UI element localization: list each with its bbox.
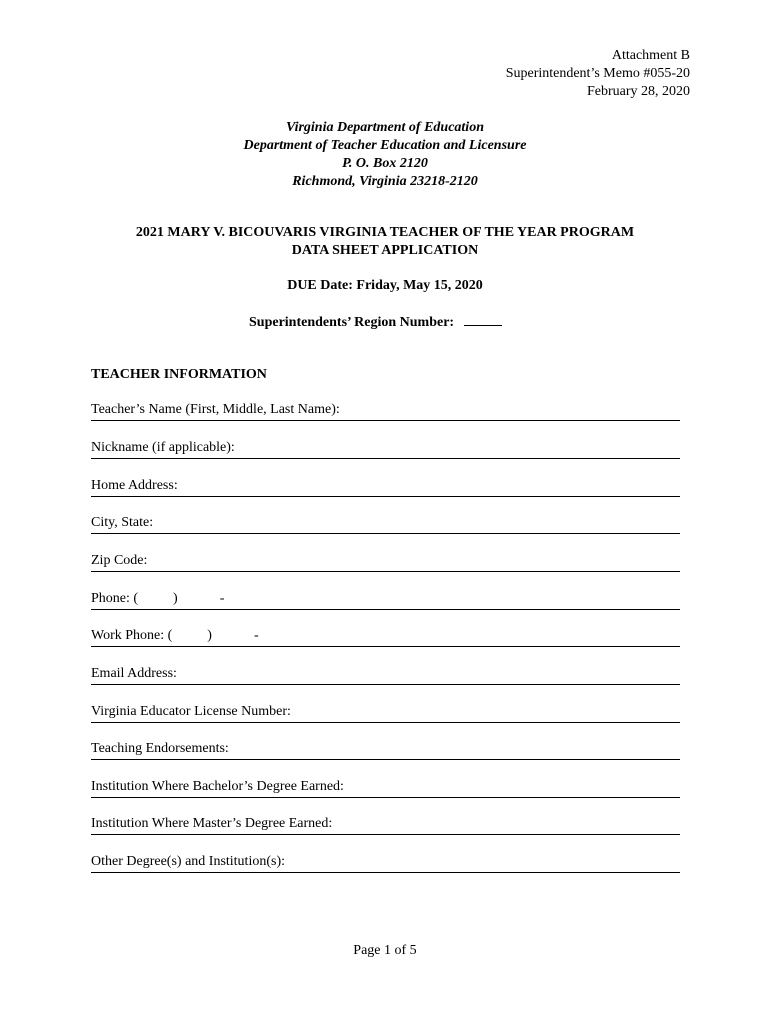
region-number-field[interactable] (464, 313, 502, 326)
home-address-label: Home Address: (91, 478, 178, 493)
zip-code-field[interactable] (91, 552, 680, 572)
agency-po-box: P. O. Box 2120 (342, 156, 428, 171)
home-address-field[interactable] (91, 477, 680, 497)
teacher-name-label: Teacher’s Name (First, Middle, Last Name): (91, 402, 340, 417)
section-heading: TEACHER INFORMATION (91, 367, 267, 382)
attachment-label: Attachment B (611, 48, 690, 63)
masters-institution-label: Institution Where Master’s Degree Earned: (91, 816, 333, 831)
endorsements-field[interactable] (91, 740, 680, 760)
masters-institution-field[interactable] (91, 815, 680, 835)
region-number-row (249, 313, 502, 332)
email-field[interactable] (91, 665, 680, 685)
work-phone-label: Work Phone: ( ) - (91, 628, 259, 643)
memo-number: Superintendent’s Memo #055-20 (505, 66, 690, 81)
program-title-line-2: DATA SHEET APPLICATION (291, 243, 479, 258)
bachelors-institution-label: Institution Where Bachelor’s Degree Earned: (91, 779, 344, 794)
agency-name: Virginia Department of Education (286, 120, 484, 135)
attachment-header (506, 47, 690, 101)
program-title-line-1: 2021 MARY V. BICOUVARIS VIRGINIA TEACHER OF THE YEAR PROGRAM (135, 225, 635, 240)
agency-address-block (0, 119, 770, 191)
city-state-field[interactable] (91, 514, 680, 534)
due-date: DUE Date: Friday, May 15, 2020 (287, 278, 483, 293)
agency-city: Richmond, Virginia 23218-2120 (292, 174, 478, 189)
nickname-field[interactable] (91, 439, 680, 459)
teacher-name-field[interactable] (91, 401, 680, 421)
program-title (0, 224, 770, 260)
zip-code-label: Zip Code: (91, 553, 148, 568)
endorsements-label: Teaching Endorsements: (91, 741, 229, 756)
other-degrees-label: Other Degree(s) and Institution(s): (91, 854, 285, 869)
page-number: Page 1 of 5 (353, 943, 417, 958)
phone-label: Phone: ( ) - (91, 591, 225, 606)
phone-field[interactable] (91, 590, 680, 610)
other-degrees-field[interactable] (91, 853, 680, 873)
nickname-label: Nickname (if applicable): (91, 440, 235, 455)
agency-department: Department of Teacher Education and Licensure (243, 138, 527, 153)
license-number-label: Virginia Educator License Number: (91, 704, 291, 719)
email-label: Email Address: (91, 666, 177, 681)
memo-date: February 28, 2020 (586, 84, 690, 99)
region-number-label: Superintendents’ Region Number: (249, 315, 455, 330)
work-phone-field[interactable] (91, 627, 680, 647)
bachelors-institution-field[interactable] (91, 778, 680, 798)
license-number-field[interactable] (91, 703, 680, 723)
city-state-label: City, State: (91, 515, 154, 530)
